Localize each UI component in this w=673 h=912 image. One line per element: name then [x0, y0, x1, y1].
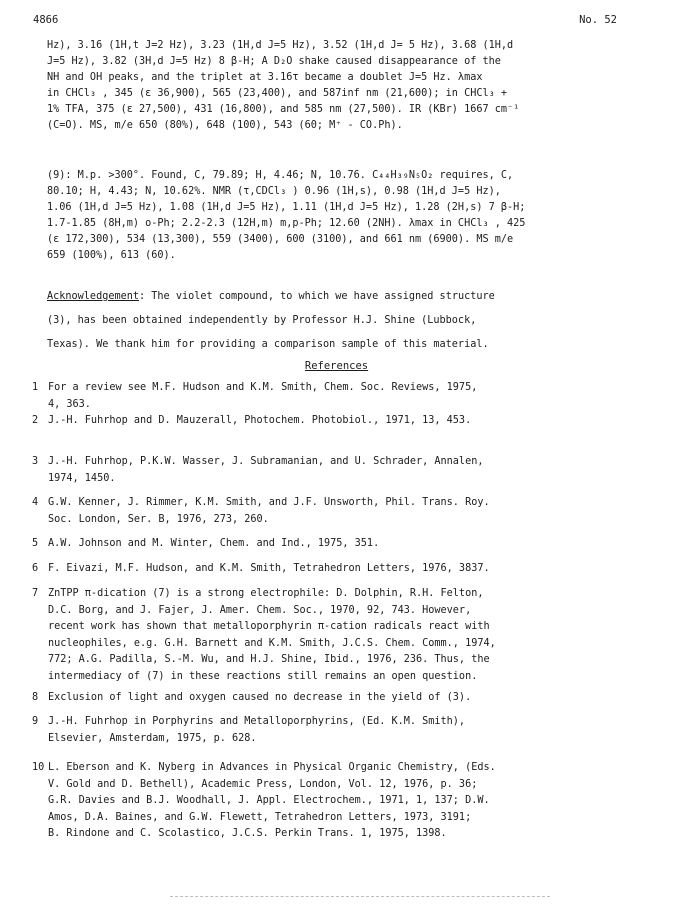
text-line: 80.10; H, 4.43; N, 10.62%. NMR (τ,CDCl₃ ) 0.96 (1H,s), 0.98 (1H,d J=5 Hz),: [47, 186, 501, 197]
reference-text: [48, 561, 648, 578]
reference-line: J.-H. Fuhrhop, P.K.W. Wasser, J. Subramanian, and U. Schrader, Annalen,: [48, 456, 484, 467]
issue-number: No. 52: [579, 14, 617, 26]
reference-line: J.-H. Fuhrhop in Porphyrins and Metalloporphyrins, (Ed. K.M. Smith),: [48, 716, 466, 727]
compound-9-paragraph: [47, 168, 647, 264]
reference-text: [48, 714, 648, 747]
reference-line: D.C. Borg, and J. Fajer, J. Amer. Chem. Soc., 1970, 92, 743. However,: [48, 604, 472, 616]
text-line: 1.7-1.85 (8H,m) o-Ph; 2.2-2.3 (12H,m) m,p-Ph; 12.60 (2NH). λmax in CHCl₃ , 425: [47, 218, 526, 229]
reference-number: 6: [32, 563, 39, 574]
acknowledgement-heading: Acknowledgement: [47, 291, 140, 302]
reference-line: nucleophiles, e.g. G.H. Barnett and K.M. Smith, J.C.S. Chem. Comm., 1974,: [48, 637, 496, 649]
reference-text: [48, 454, 648, 487]
text-line: 1% TFA, 375 (ε 27,500), 431 (16,800), and 585 nm (27,500). IR (KBr) 1667 cm⁻¹: [47, 104, 520, 115]
text-line: NH and OH peaks, and the triplet at 3.16τ became a doublet J=5 Hz. λmax: [47, 72, 483, 83]
page-number: 4866: [33, 14, 59, 26]
reference-line: Exclusion of light and oxygen caused no decrease in the yield of (3).: [48, 692, 472, 703]
reference-text: [48, 380, 648, 413]
reference-number: 8: [32, 692, 39, 703]
reference-line: G.R. Davies and B.J. Woodhall, J. Appl. Electrochem., 1971, 1, 137; D.W.: [48, 795, 490, 806]
reference-line: For a review see M.F. Hudson and K.M. Smith, Chem. Soc. Reviews, 1975,: [48, 382, 478, 393]
spectral-data-paragraph: [47, 38, 647, 134]
text-line: 1.06 (1H,d J=5 Hz), 1.08 (1H,d J=5 Hz), 1.11 (1H,d J=5 Hz), 1.28 (2H,s) 7 β-H;: [47, 202, 526, 213]
text-line: [47, 285, 647, 309]
reference-line: B. Rindone and C. Scolastico, J.C.S. Perkin Trans. 1, 1975, 1398.: [48, 828, 447, 839]
reference-text: [48, 586, 648, 685]
reference-number: 3: [32, 456, 39, 467]
text-line: (3), has been obtained independently by Professor H.J. Shine (Lubbock,: [47, 315, 477, 326]
reference-line: L. Eberson and K. Nyberg in Advances in Physical Organic Chemistry, (Eds.: [48, 762, 496, 773]
reference-line: F. Eivazi, M.F. Hudson, and K.M. Smith, Tetrahedron Letters, 1976, 3837.: [48, 563, 490, 574]
text-line: (ε 172,300), 534 (13,300), 559 (3400), 600 (3100), and 661 nm (6900). MS m/e: [47, 234, 514, 245]
reference-line: ZnTPP π-dication (7) is a strong electrophile: D. Dolphin, R.H. Felton,: [48, 588, 484, 599]
reference-number: 10: [32, 762, 45, 773]
text-line: (9): M.p. >300°. Found, C, 79.89; H, 4.46; N, 10.76. C₄₄H₃₉N₅O₂ requires, C,: [47, 170, 514, 181]
bottom-rule: [170, 896, 550, 898]
reference-number: 9: [32, 716, 39, 727]
reference-number: 7: [32, 588, 39, 599]
text-line: Texas). We thank him for providing a comparison sample of this material.: [47, 339, 489, 350]
reference-line: Amos, D.A. Baines, and G.W. Flewett, Tetrahedron Letters, 1973, 3191;: [48, 811, 472, 823]
references-heading: References: [304, 360, 369, 372]
reference-number: 2: [32, 415, 39, 426]
reference-text: [48, 690, 648, 707]
reference-line: intermediacy of (7) in these reactions still remains an open question.: [48, 670, 478, 682]
reference-text: [48, 536, 648, 553]
reference-number: 4: [32, 497, 39, 508]
reference-line: V. Gold and D. Bethell), Academic Press, London, Vol. 12, 1976, p. 36;: [48, 778, 478, 790]
text-line: (C=O). MS, m/e 650 (80%), 648 (100), 543 (60; M⁺ - CO.Ph).: [47, 120, 403, 131]
reference-text: [48, 760, 648, 843]
text-line: Hz), 3.16 (1H,t J=2 Hz), 3.23 (1H,d J=5 Hz), 3.52 (1H,d J= 5 Hz), 3.68 (1H,d: [47, 40, 514, 51]
reference-line: A.W. Johnson and M. Winter, Chem. and Ind., 1975, 351.: [48, 538, 380, 549]
reference-line: G.W. Kenner, J. Rimmer, K.M. Smith, and J.F. Unsworth, Phil. Trans. Roy.: [48, 497, 490, 508]
reference-line: recent work has shown that metalloporphyrin π-cation radicals react with: [48, 621, 490, 632]
reference-line: J.-H. Fuhrhop and D. Mauzerall, Photochem. Photobiol., 1971, 13, 453.: [48, 415, 472, 426]
text-line: 659 (100%), 613 (60).: [47, 250, 176, 261]
reference-number: 1: [32, 382, 39, 393]
text-line: in CHCl₃ , 345 (ε 36,900), 565 (23,400), and 587inf nm (21,600); in CHCl₃ +: [47, 88, 508, 99]
reference-line: Elsevier, Amsterdam, 1975, p. 628.: [48, 732, 257, 744]
reference-text: [48, 413, 648, 430]
reference-line: 772; A.G. Padilla, S.-M. Wu, and H.J. Shine, Ibid., 1976, 236. Thus, the: [48, 654, 490, 665]
reference-text: [48, 495, 648, 528]
text-line: J=5 Hz), 3.82 (3H,d J=5 Hz) 8 β-H; A D₂O shake caused disappearance of the: [47, 56, 501, 67]
reference-line: 1974, 1450.: [48, 472, 116, 484]
acknowledgement-paragraph: [47, 285, 647, 357]
reference-line: Soc. London, Ser. B, 1976, 273, 260.: [48, 513, 269, 525]
reference-number: 5: [32, 538, 39, 549]
reference-line: 4, 363.: [48, 398, 91, 410]
acknowledgement-text: : The violet compound, to which we have assigned structure: [139, 291, 495, 302]
